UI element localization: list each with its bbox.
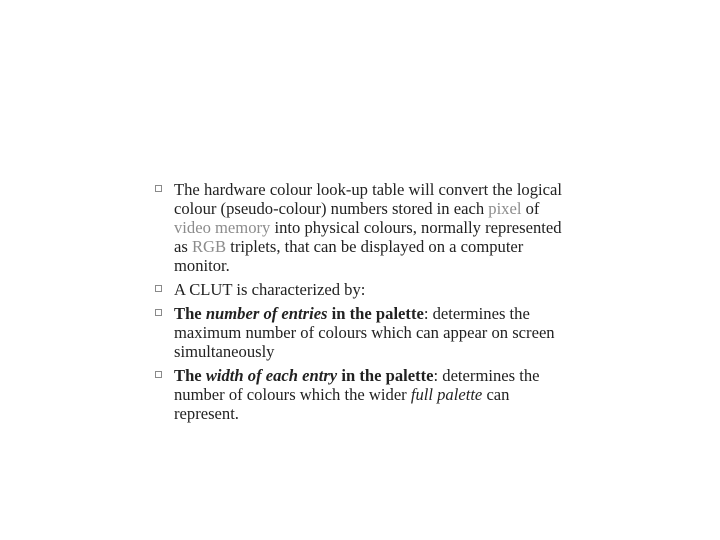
text-segment: : determines the maximum number of colours which can appear on screen simultaneously: [174, 304, 555, 361]
slide-body: [155, 180, 575, 428]
text-segment: triplets, that can be displayed on a computer monitor.: [174, 237, 524, 275]
square-bullet-icon: [155, 371, 162, 378]
square-bullet-icon: [155, 285, 162, 292]
bullet-text: [174, 304, 555, 361]
text-segment: The: [174, 366, 206, 385]
bullet-item-clut-characterized: [155, 280, 575, 299]
text-segment: of: [521, 199, 540, 218]
rgb-term: RGB: [191, 237, 227, 256]
full-palette-term: full palette: [410, 385, 483, 404]
bullet-item-width-of-entry: [155, 366, 575, 423]
square-bullet-icon: [155, 185, 162, 192]
video-memory-term: video memory: [174, 218, 271, 237]
bullet-item-clut-conversion: [155, 180, 575, 275]
text-segment: in the palette: [327, 304, 424, 323]
text-segment: The hardware colour look-up table will convert the logical colour (pseudo-colour) numbers stored in each: [174, 180, 562, 218]
bullet-text: A CLUT is characterized by:: [174, 280, 366, 299]
text-segment: The: [174, 304, 206, 323]
text-segment: into physical colours, normally represented as: [174, 218, 562, 256]
bullet-text: [174, 366, 540, 423]
bullet-text: [174, 180, 562, 275]
text-segment: : determines the number of colours which the wider: [174, 366, 540, 404]
bullet-item-number-of-entries: [155, 304, 575, 361]
text-segment: in the palette: [337, 366, 434, 385]
square-bullet-icon: [155, 309, 162, 316]
pixel-term: pixel: [488, 199, 522, 218]
number-of-entries-term: number of entries: [205, 304, 328, 323]
text-segment: can represent.: [174, 385, 510, 423]
width-of-each-entry-term: width of each entry: [205, 366, 338, 385]
